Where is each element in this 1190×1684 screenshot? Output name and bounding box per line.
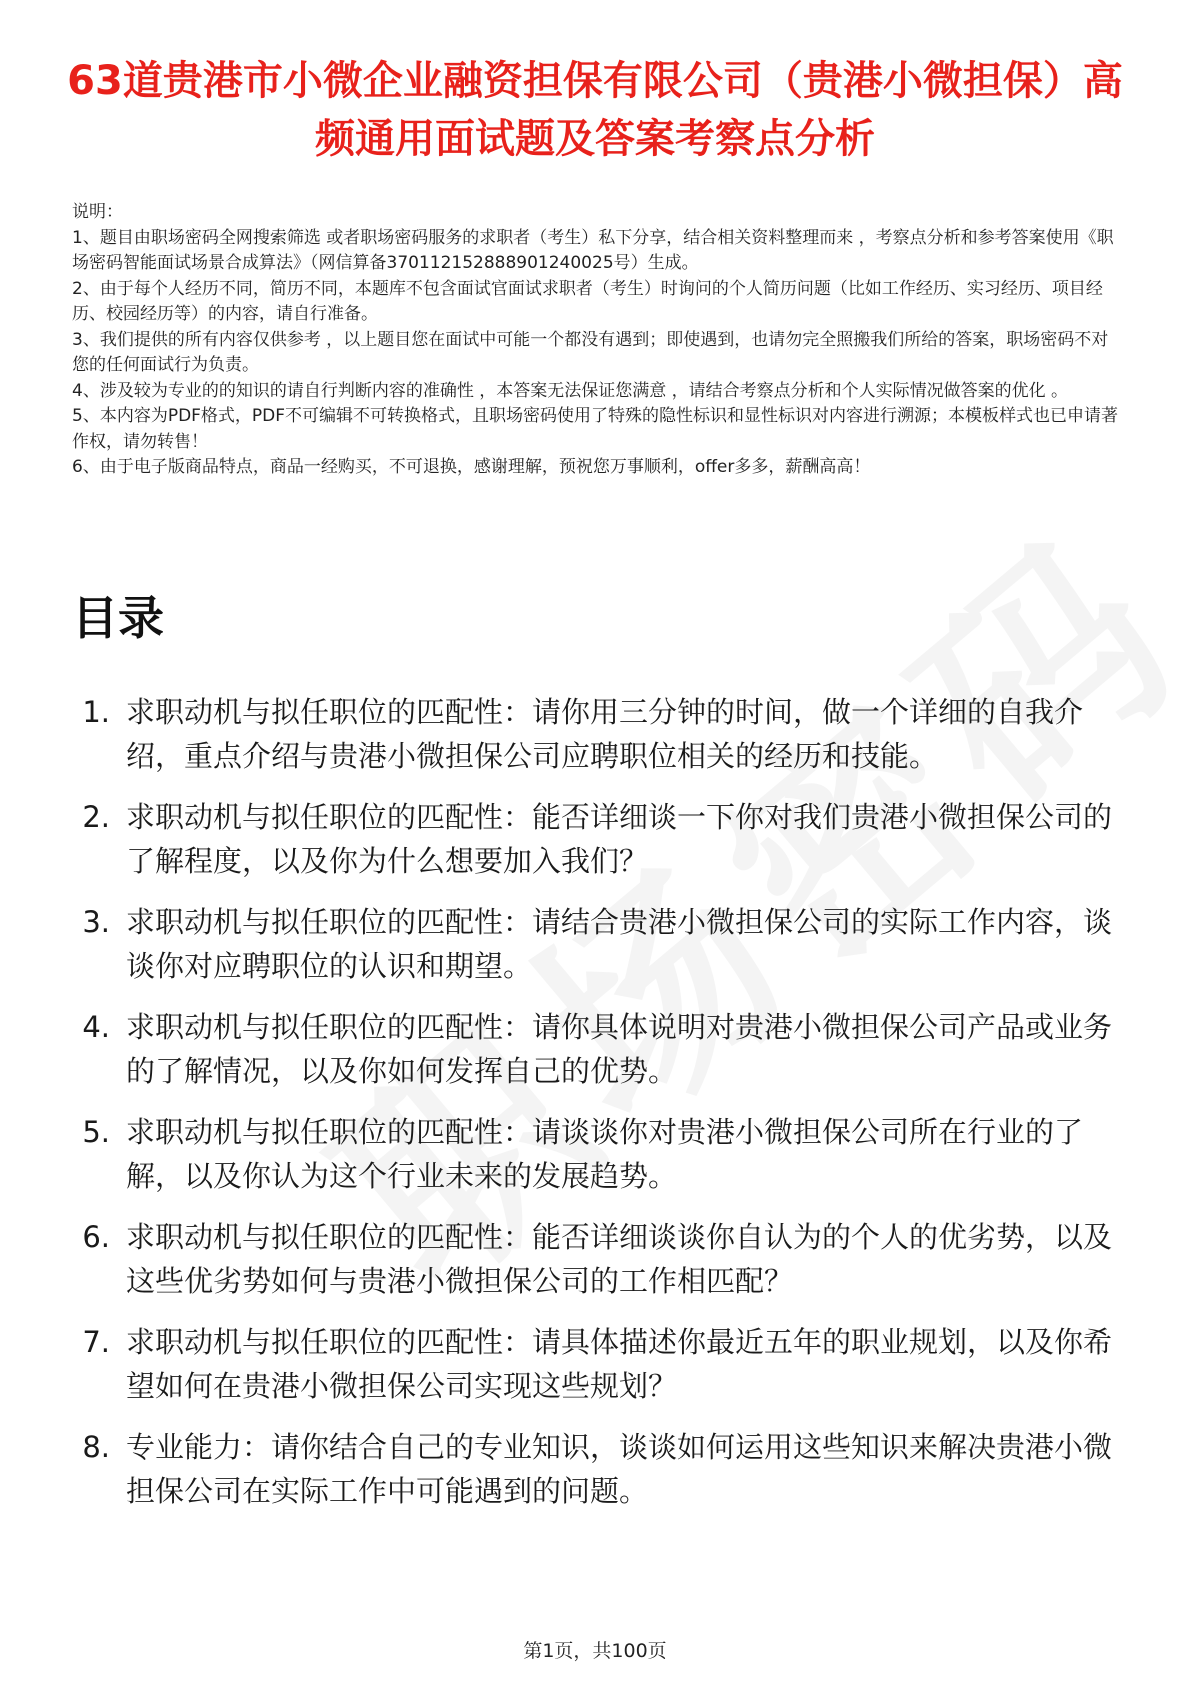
toc-item-number: 4. [82,1010,110,1044]
toc-item[interactable] [72,900,1122,988]
toc-item[interactable] [72,1005,1122,1093]
toc-item-number: 5. [82,1115,110,1149]
toc-item-text: 求职动机与拟任职位的匹配性：请结合贵港小微担保公司的实际工作内容，谈谈你对应聘职位的认识和期望。 [126,905,1113,983]
toc-item-number: 3. [82,905,110,939]
toc-item-text: 求职动机与拟任职位的匹配性：请谈谈你对贵港小微担保公司所在行业的了解，以及你认为这个行业未来的发展趋势。 [126,1115,1084,1193]
note-item: 2、由于每个人经历不同，简历不同，本题库不包含面试官面试求职者（考生）时询问的个人简历问题（比如工作经历、实习经历、项目经历、校园经历等）的内容，请自行准备。 [72,278,1103,324]
table-of-contents [72,690,1122,1530]
toc-item-text: 专业能力：请你结合自己的专业知识，谈谈如何运用这些知识来解决贵港小微担保公司在实际工作中可能遇到的问题。 [126,1430,1113,1508]
note-item: 4、涉及较为专业的的知识的请自行判断内容的准确性 ，本答案无法保证您满意 ，请结合考察点分析和个人实际情况做答案的优化 。 [72,380,1069,401]
toc-item-text: 求职动机与拟任职位的匹配性：请你用三分钟的时间，做一个详细的自我介绍，重点介绍与贵港小微担保公司应聘职位相关的经历和技能。 [126,695,1084,773]
toc-item[interactable] [72,690,1122,778]
toc-item[interactable] [72,1110,1122,1198]
toc-heading: 目录 [72,591,164,645]
note-item: 5、本内容为PDF格式，PDF不可编辑不可转换格式，且职场密码使用了特殊的隐性标识和显性标识对内容进行溯源；本模板样式也已申请著作权，请勿转售！ [72,406,1119,452]
note-item: 3、我们提供的所有内容仅供参考 ，以上题目您在面试中可能一个都没有遇到；即使遇到，也请勿完全照搬我们所给的答案，职场密码不对您的任何面试行为负责。 [72,329,1109,375]
toc-item-number: 1. [82,695,110,729]
page-footer: 第1页，共100页 [523,1640,667,1662]
note-item: 6、由于电子版商品特点，商品一经购买，不可退换，感谢理解，预祝您万事顺利，offer多多，薪酬高高！ [72,457,871,477]
notes-section [72,200,1124,481]
toc-item-number: 6. [82,1220,110,1254]
toc-item-text: 求职动机与拟任职位的匹配性：请具体描述你最近五年的职业规划，以及你希望如何在贵港小微担保公司实现这些规划？ [126,1325,1113,1403]
note-item: 1、题目由职场密码全网搜索筛选 或者职场密码服务的求职者（考生）私下分享，结合相关资料整理而来 ，考察点分析和参考答案使用《职场密码智能面试场景合成算法》（网信算备370112152888901240025号）生成。 [72,227,1114,273]
toc-item-text: 求职动机与拟任职位的匹配性：请你具体说明对贵港小微担保公司产品或业务的了解情况，以及你如何发挥自己的优势。 [126,1010,1113,1088]
toc-item[interactable] [72,1320,1122,1408]
toc-item[interactable] [72,1425,1122,1513]
toc-item-text: 求职动机与拟任职位的匹配性：能否详细谈谈你自认为的个人的优劣势，以及这些优劣势如何与贵港小微担保公司的工作相匹配？ [126,1220,1113,1298]
toc-item-number: 8. [82,1430,110,1464]
toc-item-text: 求职动机与拟任职位的匹配性：能否详细谈一下你对我们贵港小微担保公司的了解程度，以及你为什么想要加入我们？ [126,800,1113,878]
toc-item[interactable] [72,1215,1122,1303]
notes-heading: 说明： [72,202,123,222]
toc-item[interactable] [72,795,1122,883]
toc-item-number: 7. [82,1325,110,1359]
document-title: 63道贵港市小微企业融资担保有限公司（贵港小微担保）高频通用面试题及答案考察点分析 [67,58,1123,162]
toc-item-number: 2. [82,800,110,834]
